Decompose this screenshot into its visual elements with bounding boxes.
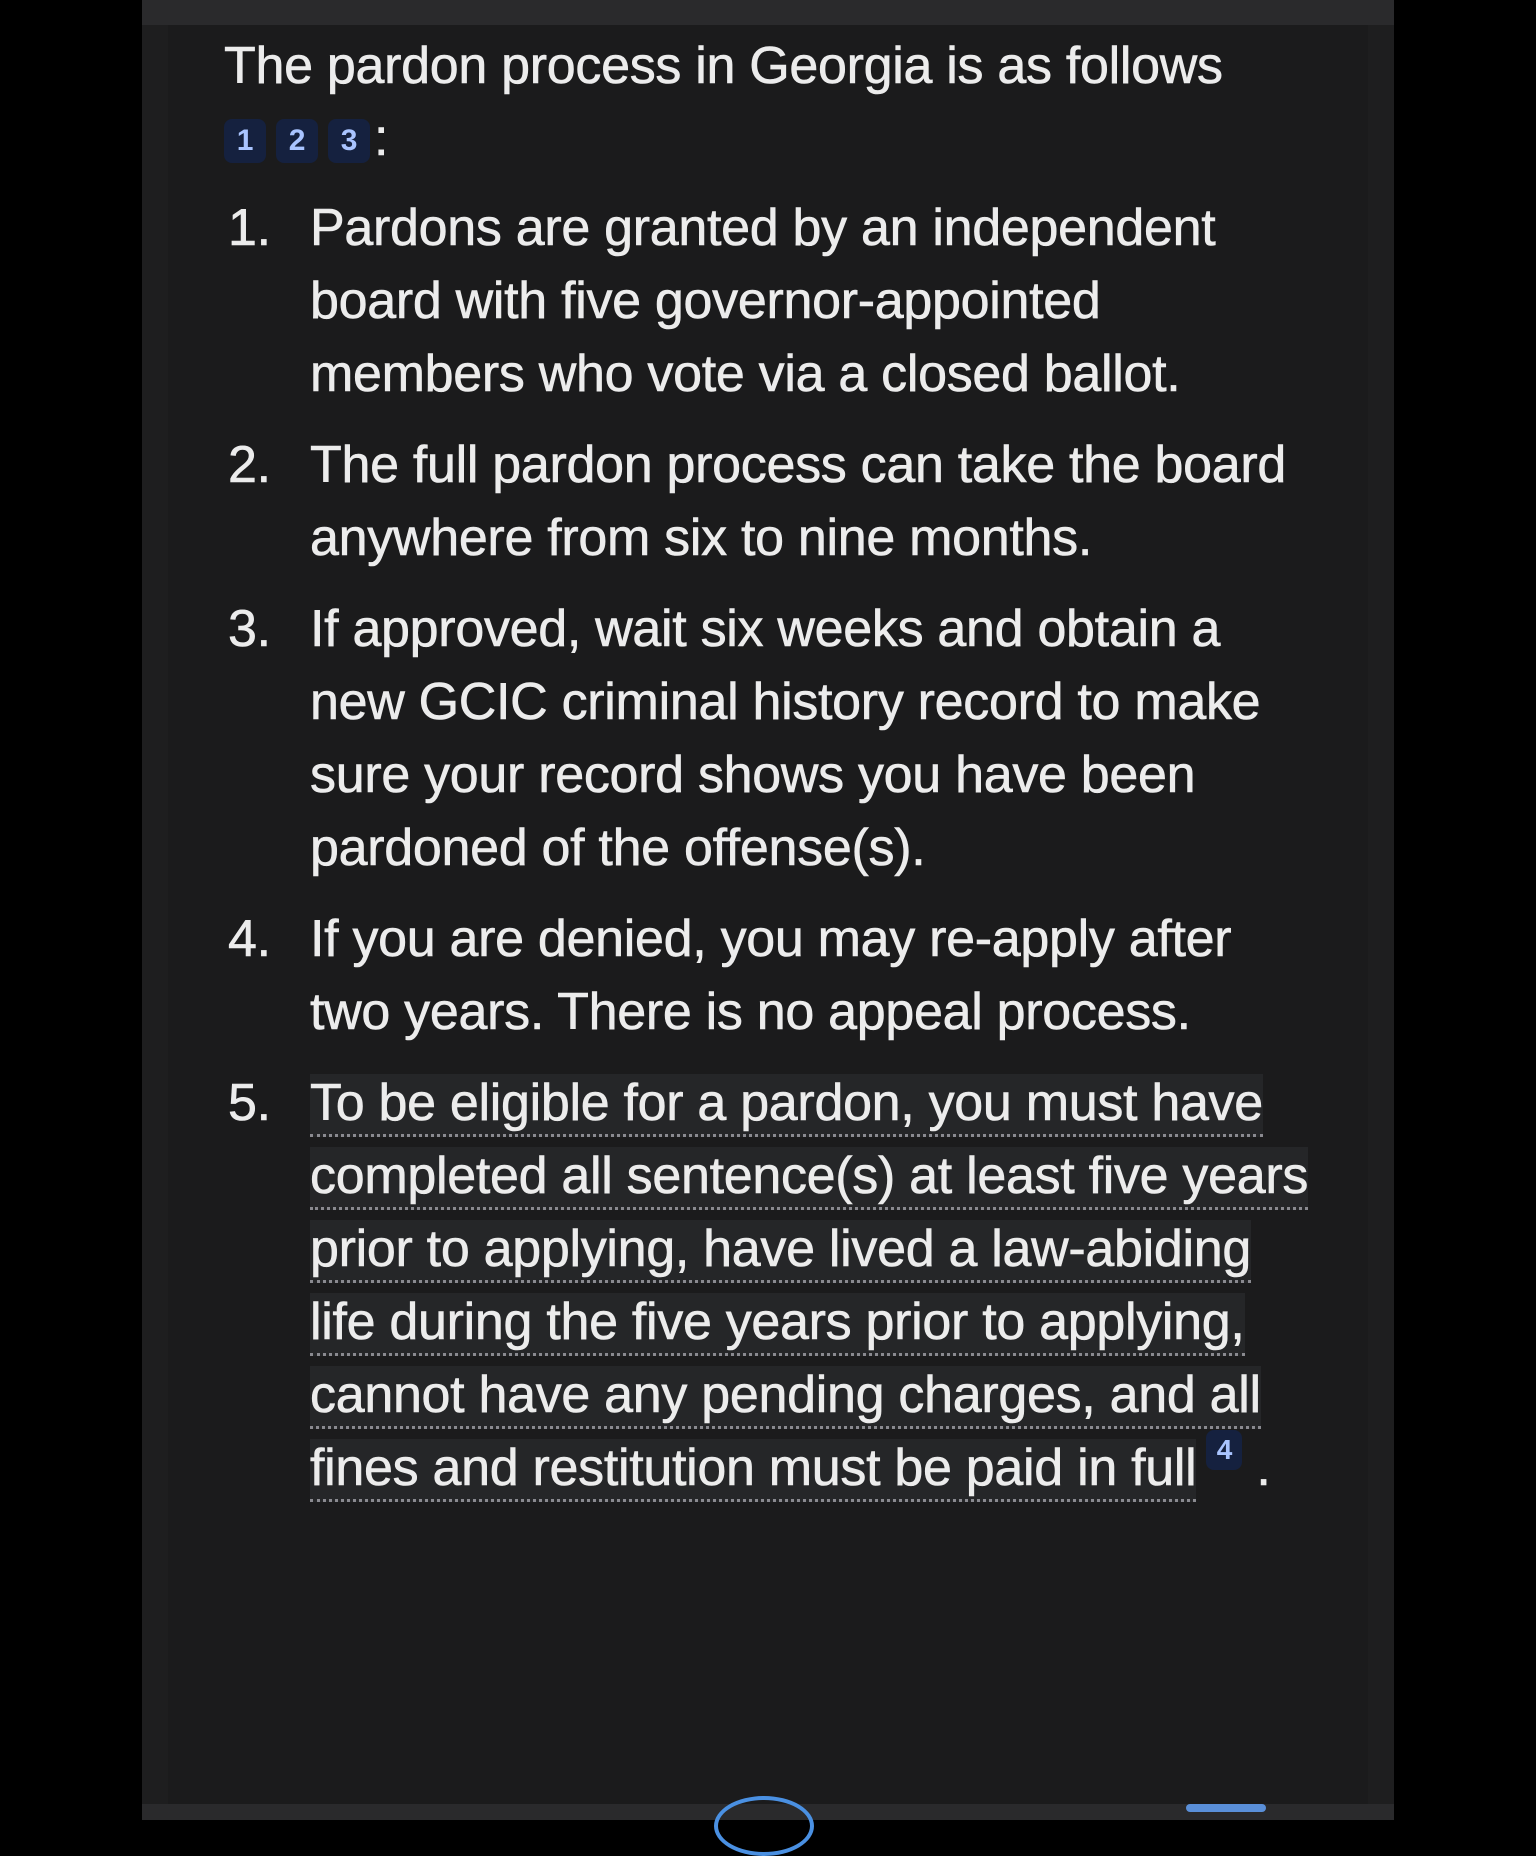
list-item (224, 192, 1310, 411)
list-item-text: If approved, wait six weeks and obtain a new GCIC criminal history record to make sure your record shows you have been pardoned of the offense(s). (310, 600, 1261, 877)
home-indicator[interactable] (1186, 1804, 1266, 1812)
list-item-number: 2. (228, 436, 271, 494)
list-item (224, 593, 1310, 885)
citation-2[interactable]: 2 (276, 119, 318, 163)
list-item (224, 1067, 1310, 1505)
intro-paragraph (224, 30, 1324, 174)
list-item-number: 1. (228, 199, 271, 257)
top-bar (142, 0, 1394, 25)
intro-text: The pardon process in Georgia is as follows (224, 37, 1223, 95)
scroll-down-button[interactable] (714, 1796, 814, 1856)
list-item-number: 3. (228, 600, 271, 658)
list-item-number: 4. (228, 910, 271, 968)
list-item (224, 903, 1310, 1049)
citation-3[interactable]: 3 (328, 119, 370, 163)
list-item (224, 429, 1310, 575)
list-item-text: Pardons are granted by an independent board with five governor-appointed members who vote via a closed ballot. (310, 199, 1216, 403)
list-item-number: 5. (228, 1074, 271, 1132)
list-item-period: . (1256, 1439, 1271, 1497)
intro-colon: : (374, 109, 389, 167)
citation-group (224, 119, 370, 163)
assistant-message (224, 30, 1324, 1505)
highlighted-source-text[interactable]: To be eligible for a pardon, you must have completed all sentence(s) at least five years prior to applying, have lived a law-abiding life during the five years prior to applying, cannot have any pending charges, and all fines and restitution must be paid in full (310, 1074, 1308, 1502)
list-item-text: If you are denied, you may re-apply after two years. There is no appeal process. (310, 910, 1232, 1041)
citation-1[interactable]: 1 (224, 119, 266, 163)
list-item-text: The full pardon process can take the board anywhere from six to nine months. (310, 436, 1287, 567)
pardon-steps-list (224, 192, 1324, 1505)
citation-4[interactable]: 4 (1206, 1430, 1242, 1470)
